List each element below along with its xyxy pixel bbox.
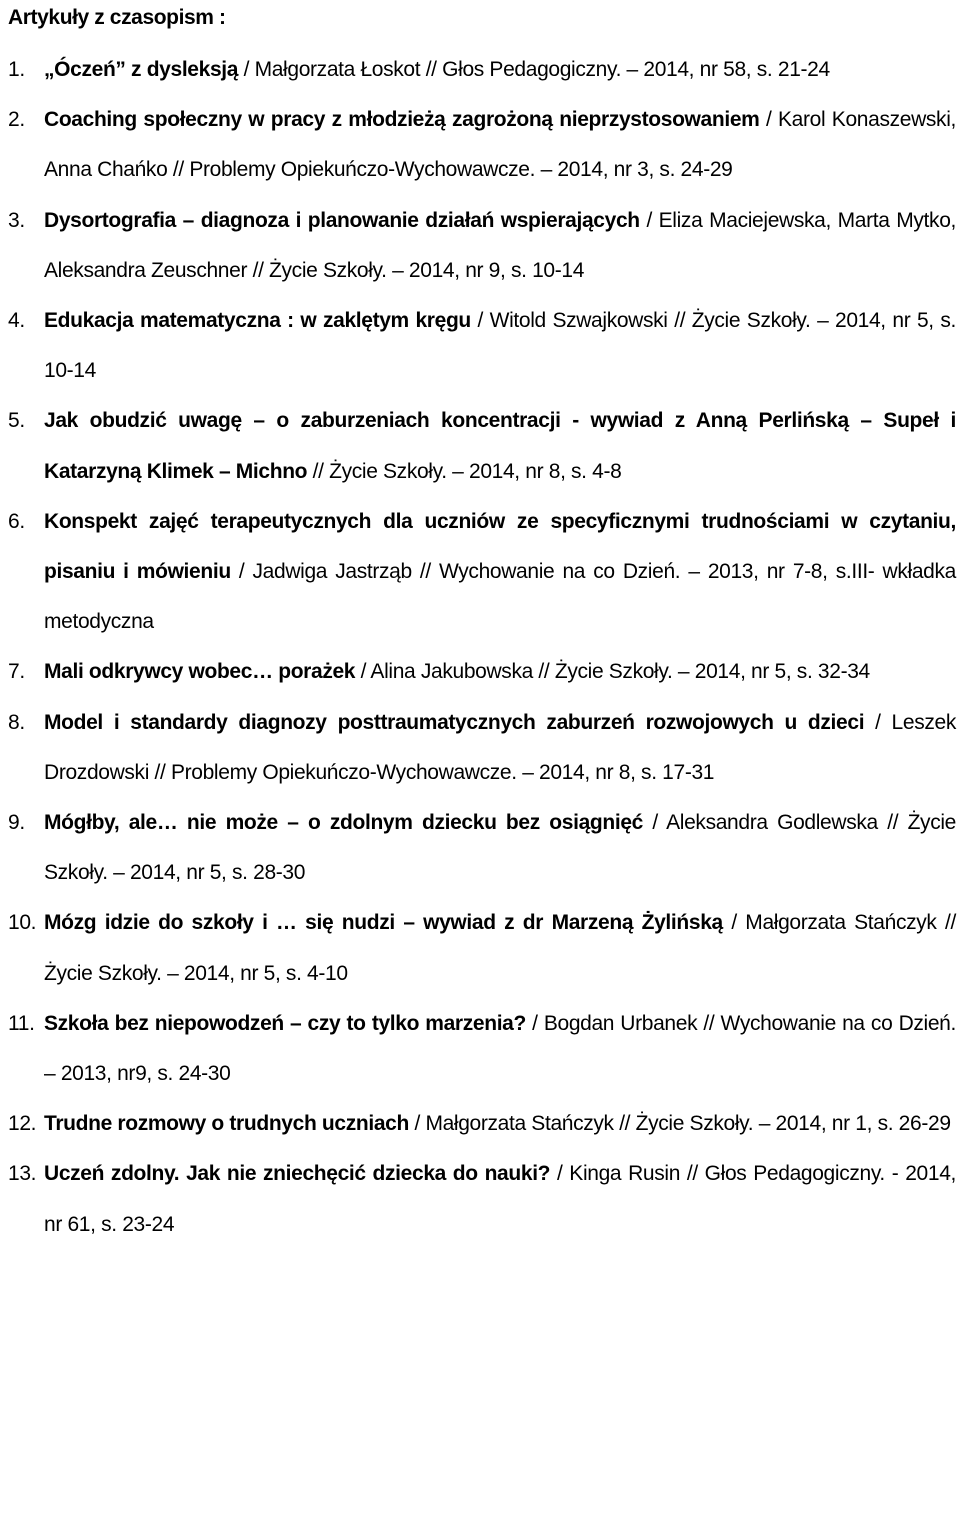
list-item: [8, 647, 956, 697]
item-number: 7.: [8, 660, 25, 684]
article-title: Edukacja matematyczna : w zaklętym kręgu: [44, 309, 471, 333]
list-item: [8, 296, 956, 396]
item-number: 13.: [8, 1162, 37, 1186]
list-item: [8, 798, 956, 898]
item-number: 11.: [8, 1011, 35, 1035]
article-title: „Óczeń” z dysleksją: [44, 58, 239, 81]
list-item: [8, 396, 956, 496]
list-item: [8, 898, 956, 998]
article-title: Mali odkrywcy wobec… porażek: [44, 660, 356, 684]
article-title: Konspekt zajęć terapeutycznych dla uczniów ze specyficznymi trudnościami w czytaniu, pisaniu i mówieniu: [44, 509, 956, 584]
article-list: [8, 45, 956, 1250]
list-item: [8, 45, 956, 95]
document: [0, 3, 960, 1250]
item-number: 6.: [8, 509, 25, 533]
list-item: [8, 999, 956, 1099]
list-item: [8, 1149, 956, 1249]
article-citation: / Kinga Rusin // Głos Pedagogiczny. - 2014, nr 61, s. 23-24: [44, 1162, 957, 1236]
article-title: Jak obudzić uwagę – o zaburzeniach koncentracji - wywiad z Anną Perlińską – Supeł i Katarzyną Klimek – Michno: [44, 409, 956, 483]
item-number: 3.: [8, 208, 25, 232]
article-title: Coaching społeczny w pracy z młodzieżą zagrożoną nieprzystosowaniem: [44, 108, 760, 132]
article-title: Mógłby, ale… nie może – o zdolnym dziecku bez osiągnięć: [44, 811, 644, 835]
list-item: [8, 95, 956, 195]
article-title: Model i standardy diagnozy posttraumatycznych zaburzeń rozwojowych u dzieci: [44, 710, 865, 734]
article-citation: / Eliza Maciejewska, Marta Mytko, Aleksandra Zeuschner // Życie Szkoły. – 2014, nr 9, s. 10-14: [44, 208, 957, 282]
item-number: 4.: [8, 309, 25, 333]
article-title: Mózg idzie do szkoły i … się nudzi – wywiad z dr Marzeną Żylińską: [44, 911, 723, 935]
list-item: [8, 196, 956, 296]
section-heading: Artykuły z czasopism :: [8, 6, 226, 29]
article-citation: / Małgorzata Łoskot // Głos Pedagogiczny. – 2014, nr 58, s. 21-24: [238, 58, 830, 81]
article-citation: / Bogdan Urbanek // Wychowanie na co Dzień. – 2013, nr9, s. 24-30: [44, 1011, 956, 1086]
item-number: 9.: [8, 811, 25, 835]
article-title: Dysortografia – diagnoza i planowanie działań wspierających: [44, 208, 640, 232]
article-citation: / Alina Jakubowska // Życie Szkoły. – 2014, nr 5, s. 32-34: [355, 660, 870, 684]
list-item: [8, 497, 956, 648]
article-citation: / Jadwiga Jastrząb // Wychowanie na co Dzień. – 2013, nr 7-8, s.III- wkładka metodyczna: [44, 560, 956, 634]
item-number: 8.: [8, 710, 25, 734]
article-citation: / Małgorzata Stańczyk // Życie Szkoły. – 2014, nr 5, s. 4-10: [44, 911, 956, 985]
article-citation: / Aleksandra Godlewska // Życie Szkoły. – 2014, nr 5, s. 28-30: [44, 811, 956, 885]
article-citation: / Leszek Drozdowski // Problemy Opiekuńczo-Wychowawcze. – 2014, nr 8, s. 17-31: [44, 710, 956, 784]
article-title: Uczeń zdolny. Jak nie zniechęcić dziecka do nauki?: [44, 1162, 551, 1186]
item-number: 1.: [8, 58, 25, 81]
article-title: Szkoła bez niepowodzeń – czy to tylko marzenia?: [44, 1011, 526, 1035]
item-number: 10.: [8, 911, 37, 935]
item-number: 5.: [8, 409, 25, 433]
item-number: 12.: [8, 1112, 37, 1136]
article-citation: / Karol Konaszewski, Anna Chańko // Problemy Opiekuńczo-Wychowawcze. – 2014, nr 3, s. 24-29: [44, 108, 956, 182]
list-item: [8, 698, 956, 798]
list-item: [8, 1099, 956, 1149]
item-number: 2.: [8, 108, 25, 132]
article-title: Trudne rozmowy o trudnych uczniach: [44, 1112, 409, 1136]
article-citation: / Małgorzata Stańczyk // Życie Szkoły. – 2014, nr 1, s. 26-29: [408, 1112, 951, 1136]
article-citation: / Witold Szwajkowski // Życie Szkoły. – 2014, nr 5, s. 10-14: [44, 309, 957, 383]
article-citation: // Życie Szkoły. – 2014, nr 8, s. 4-8: [307, 459, 622, 483]
